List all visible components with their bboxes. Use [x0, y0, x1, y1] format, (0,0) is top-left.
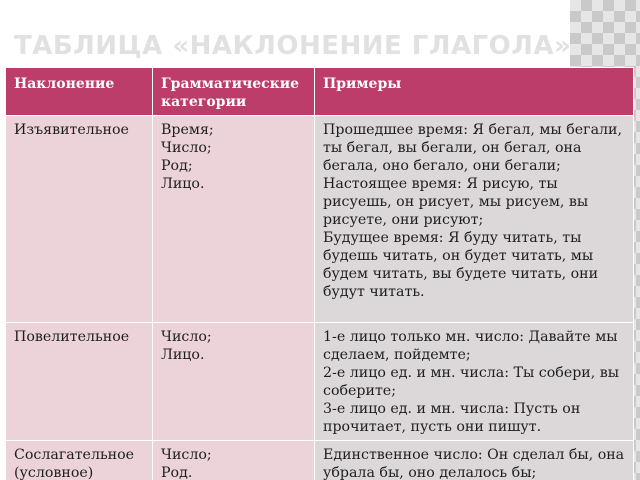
- categories-cell: [153, 441, 315, 480]
- page-title: ТАБЛИЦА «НАКЛОНЕНИЕ ГЛАГОЛА»: [14, 31, 572, 61]
- example-item: 2-е лицо ед. и мн. числа: Ты собери, вы соберите;: [323, 365, 620, 399]
- categories-cell: [153, 116, 315, 323]
- example-item: Настоящее время: Я рисую, ты рисуешь, он рисует, мы рисуем, вы рисуете, они рисуют;: [323, 176, 589, 228]
- table-row: [6, 116, 634, 323]
- mood-cell: [6, 323, 153, 441]
- mood-cell: [6, 441, 153, 480]
- category-item: Род.: [161, 465, 193, 480]
- category-item: Род;: [161, 158, 193, 174]
- mood-cell: [6, 116, 153, 323]
- mood-table: [5, 67, 634, 480]
- header-examples: Примеры: [315, 68, 634, 116]
- category-item: Лицо.: [161, 176, 205, 192]
- header-categories: Грамматические категории: [153, 68, 315, 116]
- category-item: Число;: [161, 140, 212, 156]
- example-item: 1-е лицо только мн. число: Давайте мы сделаем, пойдемте;: [323, 329, 618, 363]
- header-mood: Наклонение: [6, 68, 153, 116]
- example-item: Единственное число: Он сделал бы, она убрала бы, оно делалось бы;: [323, 447, 625, 480]
- categories-cell: [153, 323, 315, 441]
- category-item: Время;: [161, 122, 214, 138]
- example-item: 3-е лицо ед. и мн. числа: Пусть он прочитает, пусть они пишут.: [323, 401, 581, 435]
- example-item: Будущее время: Я буду читать, ты будешь читать, он будет читать, мы будем читать, вы будете читать, они будут читать.: [323, 230, 599, 300]
- example-item: Прошедшее время: Я бегал, мы бегали, ты бегал, вы бегали, он бегал, она бегала, оно бегало, они бегали;: [323, 122, 623, 174]
- mood-name: Повелительное: [14, 329, 130, 345]
- table-header-row: [6, 68, 634, 116]
- mood-name: Сослагательное (условное): [14, 447, 135, 480]
- category-item: Число;: [161, 447, 212, 463]
- table-row: [6, 441, 634, 480]
- table-row: [6, 323, 634, 441]
- mood-name: Изъявительное: [14, 122, 129, 138]
- examples-cell: [315, 441, 634, 480]
- examples-cell: [315, 116, 634, 323]
- category-item: Лицо.: [161, 347, 205, 363]
- category-item: Число;: [161, 329, 212, 345]
- examples-cell: [315, 323, 634, 441]
